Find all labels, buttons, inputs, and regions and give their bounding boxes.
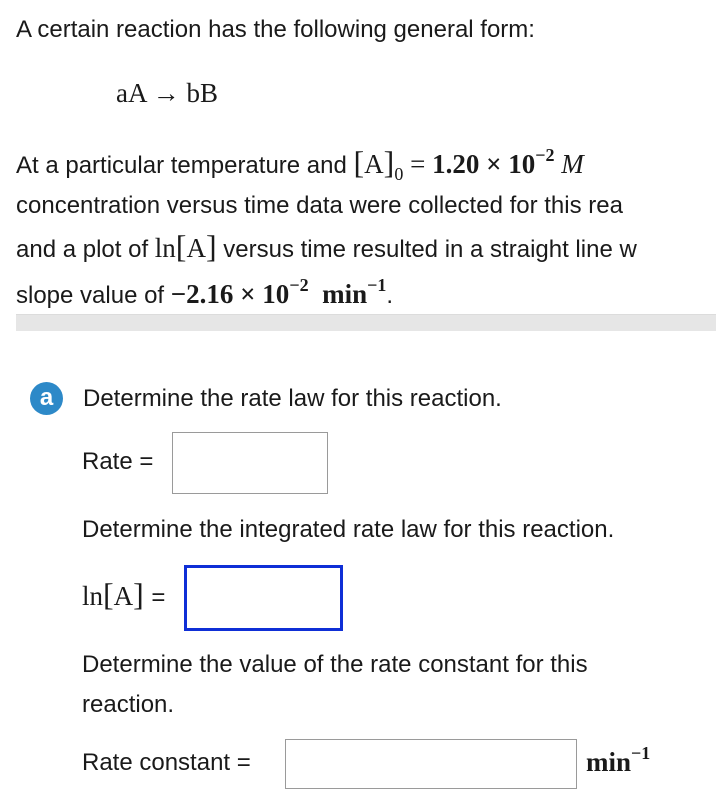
ln-A-input[interactable] xyxy=(184,565,343,631)
initial-concentration: 1.20 × 10 xyxy=(432,149,536,179)
part-a-badge: a xyxy=(30,382,63,415)
A-symbol: A xyxy=(186,233,206,263)
slope-unit-exponent: −1 xyxy=(367,275,387,295)
slope-unit: min xyxy=(322,279,368,309)
unit-text: min xyxy=(586,747,632,777)
slope-value: −2.16 × 10 xyxy=(170,279,290,309)
rate-constant-label-text: Rate constant xyxy=(82,749,231,776)
equals-sign: = xyxy=(236,749,251,776)
slope-exponent: −2 xyxy=(289,275,309,295)
rate-input[interactable] xyxy=(172,432,328,494)
reaction-rhs: bB xyxy=(186,78,219,108)
molarity-unit: M xyxy=(561,149,584,179)
unit-exponent: −1 xyxy=(631,743,651,763)
question-rate-constant-line-1: Determine the value of the rate constant for this xyxy=(82,651,588,678)
para-text: slope value of xyxy=(16,282,171,309)
para-text: versus time resulted in a straight line w xyxy=(216,236,637,263)
rate-constant-label xyxy=(82,747,251,779)
equals-sign: = xyxy=(403,149,433,179)
rate-label xyxy=(82,446,153,478)
section-divider xyxy=(16,314,716,331)
ln-text: ln xyxy=(82,581,104,611)
reaction-lhs: aA xyxy=(116,78,146,108)
para-line-3: and a plot of ln[A] versus time resulted in a straight line w xyxy=(16,228,637,264)
equals-sign: = xyxy=(151,584,166,611)
reaction-equation xyxy=(116,78,218,109)
rate-constant-input[interactable] xyxy=(285,739,577,789)
para-text: and a plot of xyxy=(16,236,155,263)
conc-exponent: −2 xyxy=(535,145,555,165)
A-text: A xyxy=(113,581,134,611)
reaction-arrow: → xyxy=(152,78,180,108)
para-line-4 xyxy=(16,275,394,313)
ln-label: ln[A] = xyxy=(82,576,166,612)
intro-text: A certain reaction has the following general form: xyxy=(16,16,535,43)
para-text: At a particular temperature and xyxy=(16,152,354,179)
equals-sign: = xyxy=(139,448,154,475)
para-line-1: At a particular temperature and $[A]_0 = 1.20 \times 10^{-2}$ M xyxy=(16,144,584,184)
question-rate-law: Determine the rate law for this reaction. xyxy=(83,385,502,412)
conc-subscript: 0 xyxy=(394,164,404,184)
question-rate-constant-line-2: reaction. xyxy=(82,691,175,718)
para-line-2: concentration versus time data were collected for this rea xyxy=(16,192,623,219)
rate-constant-unit xyxy=(586,743,651,778)
ln-symbol: ln xyxy=(154,233,176,263)
period: . xyxy=(386,282,394,309)
conc-symbol: A xyxy=(364,149,384,179)
rate-label-text: Rate xyxy=(82,448,133,475)
question-integrated-rate-law: Determine the integrated rate law for this reaction. xyxy=(82,516,615,543)
